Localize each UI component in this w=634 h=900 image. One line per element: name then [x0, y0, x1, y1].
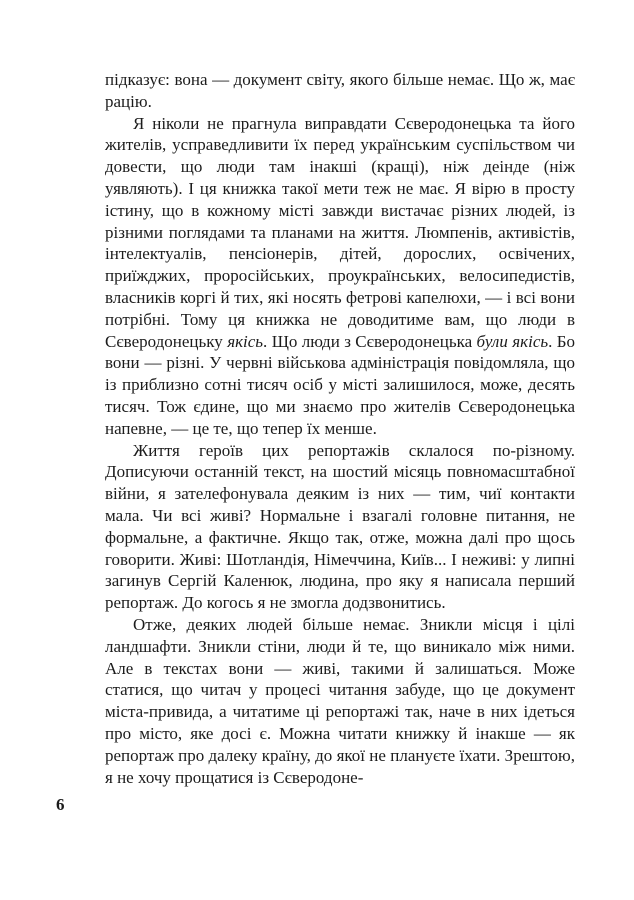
italic-text-run: були якісь [476, 331, 549, 351]
text-run: . Бо вони — різні. У червні військова адміністрація повідомляла, що із приблизно сотні тисяч осіб у місті залишилося, може, десять тисяч. Тож єдине, що ми знаємо про жителів Сєверодонецька напевне, — це те, що тепер їх менше. [105, 331, 576, 438]
text-run: Отже, деяких людей більше немає. Зникли місця і цілі ландшафти. Зникли стіни, люди й те, що виникало між ними. Але в текстах вони — живі, такими й залишаться. Може статися, що читач у процесі читання забуде, що це документ міста-привида, а читатиме ці репортажі так, наче в них ідеться про місто, яке досі є. Можна читати книжку й інакше — як репортаж про далеку країну, до якої не плануєте їхати. Зрештою, я не хочу прощатися із Сєверодоне- [105, 614, 575, 787]
text-run: Життя героїв цих репортажів склалося по-різному. Дописуючи останній текст, на шостий місяць повномасштабної війни, я зателефонувала деяким із них — тим, чиї контакти мала. Чи всі живі? Нормальне і взагалі головне питання, не формальне, а фактичне. Якщо так, отже, можна далі про щось говорити. Живі: Шотландія, Німеччина, Київ... І неживі: у липні загинув Сергій Каленюк, людина, про яку я написала перший репортаж. До когось я не змогла додзвонитись. [105, 440, 575, 613]
italic-text-run: якісь [227, 331, 264, 351]
text-run: . Що люди з Сєверодонецька [263, 331, 477, 351]
paragraph [105, 69, 575, 113]
text-run: підказує: вона — документ світу, якого більше немає. Що ж, має рацію. [105, 70, 575, 111]
paragraph [105, 614, 575, 788]
paragraph [105, 113, 575, 440]
text-run: Я ніколи не прагнула виправдати Сєверодонецька та його жителів, усправедливити їх перед українським суспільством чи довести, що люди там інакші (кращі), ніж деінде (ніж уявляють). І ця книжка такої мети теж не має. Я вірю в просту істину, що в кожному місті завжди вистачає різних людей, із різними поглядами та планами на життя. Люмпенів, активістів, інтелектуалів, пенсіонерів, дітей, дорослих, освічених, приїжджих, проросійських, проукраїнських, велосипедистів, власників коргі й тих, які носять фетрові капелюхи, — і всі вони потрібні. Тому ця книжка не доводитиме вам, що люди в Сєверодонецьку [105, 113, 575, 351]
page-text [105, 69, 575, 788]
page-number: 6 [56, 795, 65, 814]
paragraph [105, 440, 575, 614]
